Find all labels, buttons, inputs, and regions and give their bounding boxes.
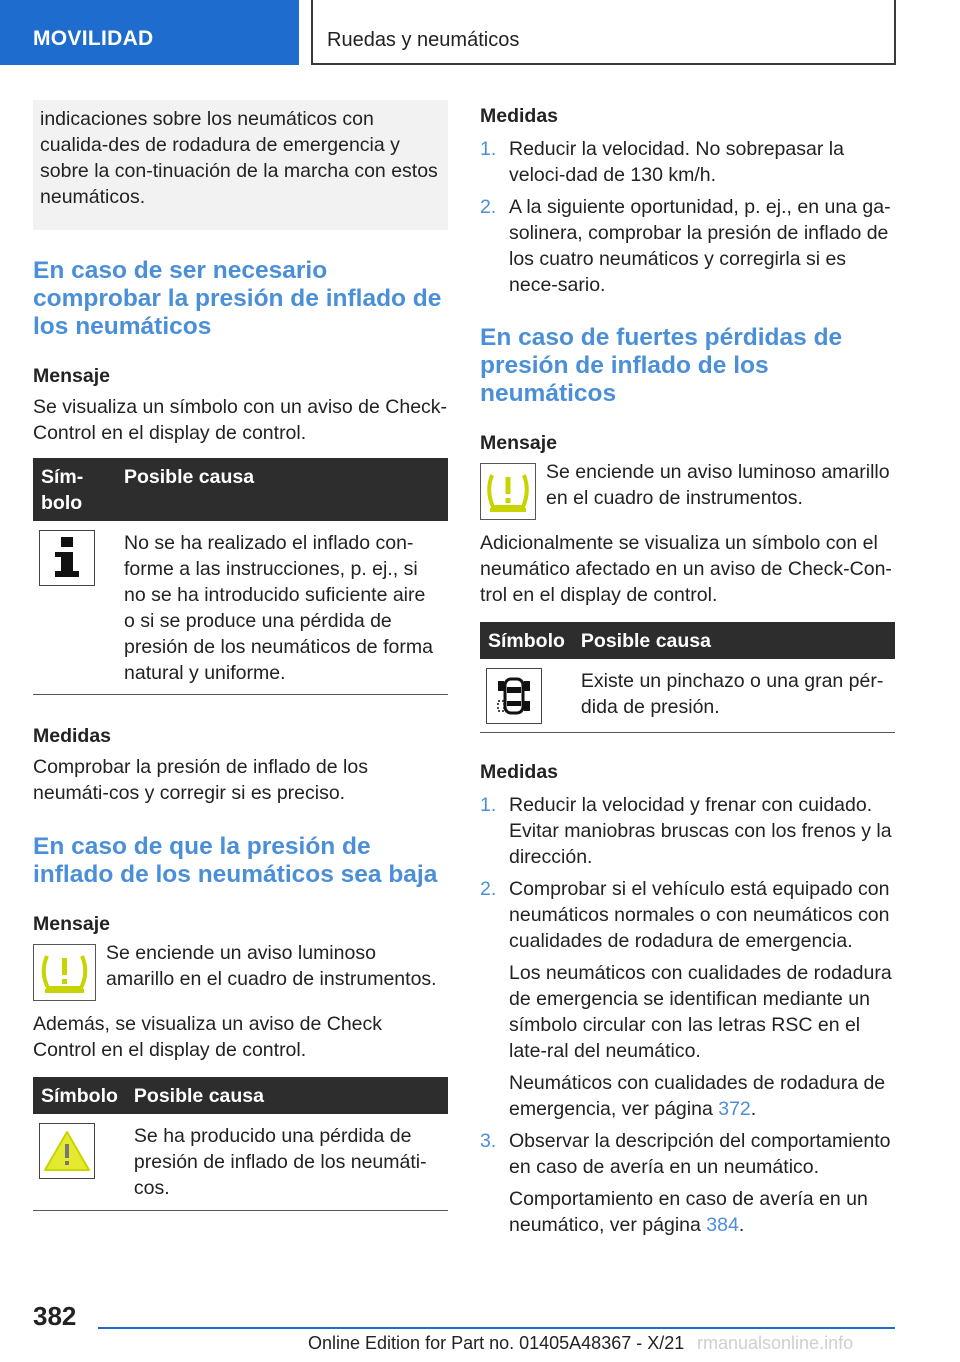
note-box-text: indicaciones sobre los neumáticos con cualida-des de rodadura de emergencia y sobre la con-tinuación de la marcha con estos neumáticos. [40,108,438,208]
table-header-cause: Posible causa [116,458,448,521]
indicator-row [480,463,895,520]
section-title-heavy-loss: En caso de fuertes pérdidas de presión de inflado de los neumáticos [480,324,843,407]
step-subtext-post: . [738,1214,745,1236]
table-cell-cause: No se ha realizado el inflado con-forme a las instrucciones, p. ej., si no se ha introducido suficiente aire o si se produce una pérdida de presión de los neumáticos de forma natural y uniforme. [116,521,448,695]
step-number: 1. [480,794,497,816]
step-subtext [509,1186,895,1238]
step-text: Observar la descripción del comportamiento en caso de avería en un neumático. [509,1130,891,1178]
table-header-cause: Posible causa [126,1077,448,1114]
step-number: 2. [480,878,497,900]
page-link-372[interactable]: 372 [718,1098,751,1120]
step-subtext [509,1070,895,1122]
indicator-row [33,944,448,1001]
symbol-table-3 [480,622,895,733]
info-i-icon [39,530,95,586]
header-chapter-label: Ruedas y neumáticos [327,29,520,51]
header-chapter-tab [311,0,896,65]
measures-text: Comprobar la presión de inflado de los neumáti-cos y corregir si es preciso. [33,756,368,804]
indicator-text: Se enciende un aviso luminoso amarillo en el cuadro de instrumentos. [106,942,437,990]
measures-heading: Medidas [480,105,559,127]
measures-heading: Medidas [33,725,112,747]
car-tire-puncture-icon [486,668,542,724]
table-cell-cause: Se ha producido una pérdida de presión de inflado de los neumáti-cos. [126,1114,448,1211]
footer-watermark: rmanualsonline.info [697,1333,854,1353]
list-item [480,136,895,188]
right-column [480,100,895,1238]
step-subtext: Los neumáticos con cualidades de rodadura de emergencia se identifican mediante un símbolo circular con las letras RSC en el late-ral del neumático. [509,962,892,1062]
step-number: 3. [480,1130,497,1152]
step-number: 2. [480,196,497,218]
measures-heading: Medidas [480,761,559,783]
table-row [480,659,895,733]
table-header-symbol: Símbolo [480,622,573,659]
table-header-cause: Posible causa [573,622,895,659]
message-heading: Mensaje [33,913,110,935]
tire-pressure-warning-icon [33,944,96,1001]
symbol-table-1 [33,458,448,695]
indicator-text: Se enciende un aviso luminoso amarillo en el cuadro de instrumentos. [546,461,890,509]
list-item [480,194,895,298]
extra-text: Adicionalmente se visualiza un símbolo con el neumático afectado en un aviso de Check-Con-trol en el display de control. [480,532,892,606]
message-heading: Mensaje [33,365,110,387]
table-header-symbol: Sím-bolo [33,458,116,521]
measures-list [480,136,895,298]
extra-text: Además, se visualiza un aviso de Check Control en el display de control. [33,1013,383,1061]
step-text: A la siguiente oportunidad, p. ej., en una ga-solinera, comprobar la presión de inflado de los cuatro neumáticos y corregirla si es nece-sario. [509,196,891,296]
section-title-low-pressure: En caso de que la presión de inflado de los neumáticos sea baja [33,833,438,888]
footer-rule [98,1327,895,1329]
step-number: 1. [480,138,497,160]
list-item [480,1128,895,1238]
left-column [33,100,448,1211]
tire-pressure-warning-icon [480,463,536,520]
page-link-384[interactable]: 384 [706,1214,739,1236]
message-text: Se visualiza un símbolo con un aviso de Check-Control en el display de control. [33,396,448,444]
list-item [480,876,895,1122]
step-subtext-pre: Comportamiento en caso de avería en un neumático, ver página [509,1188,868,1236]
table-row [33,1114,448,1211]
header-section-label: MOVILIDAD [33,27,154,50]
step-subtext-pre: Neumáticos con cualidades de rodadura de emergencia, ver página [509,1072,886,1120]
list-item [480,792,895,870]
symbol-table-2 [33,1077,448,1211]
step-subtext-post: . [750,1098,757,1120]
step-text: Reducir la velocidad y frenar con cuidado. Evitar maniobras bruscas con los frenos y la dirección. [509,794,892,868]
note-box [33,100,448,230]
table-header-symbol: Símbolo [33,1077,126,1114]
step-text: Reducir la velocidad. No sobrepasar la veloci-dad de 130 km/h. [509,138,844,186]
page-number: 382 [33,1301,77,1331]
header-section-tab [0,0,299,65]
step-text: Comprobar si el vehículo está equipado con neumáticos normales o con neumáticos con cualidades de rodadura de emergencia. [509,878,890,952]
footer-edition: Online Edition for Part no. 01405A48367 - X/21 [308,1333,685,1353]
section-title-check-pressure: En caso de ser necesario comprobar la presión de inflado de los neumáticos [33,257,442,340]
table-row [33,521,448,695]
warning-triangle-icon [39,1123,95,1179]
measures-list [480,792,895,1238]
table-cell-cause: Existe un pinchazo o una gran pér-dida de presión. [573,659,895,733]
message-heading: Mensaje [480,432,557,454]
